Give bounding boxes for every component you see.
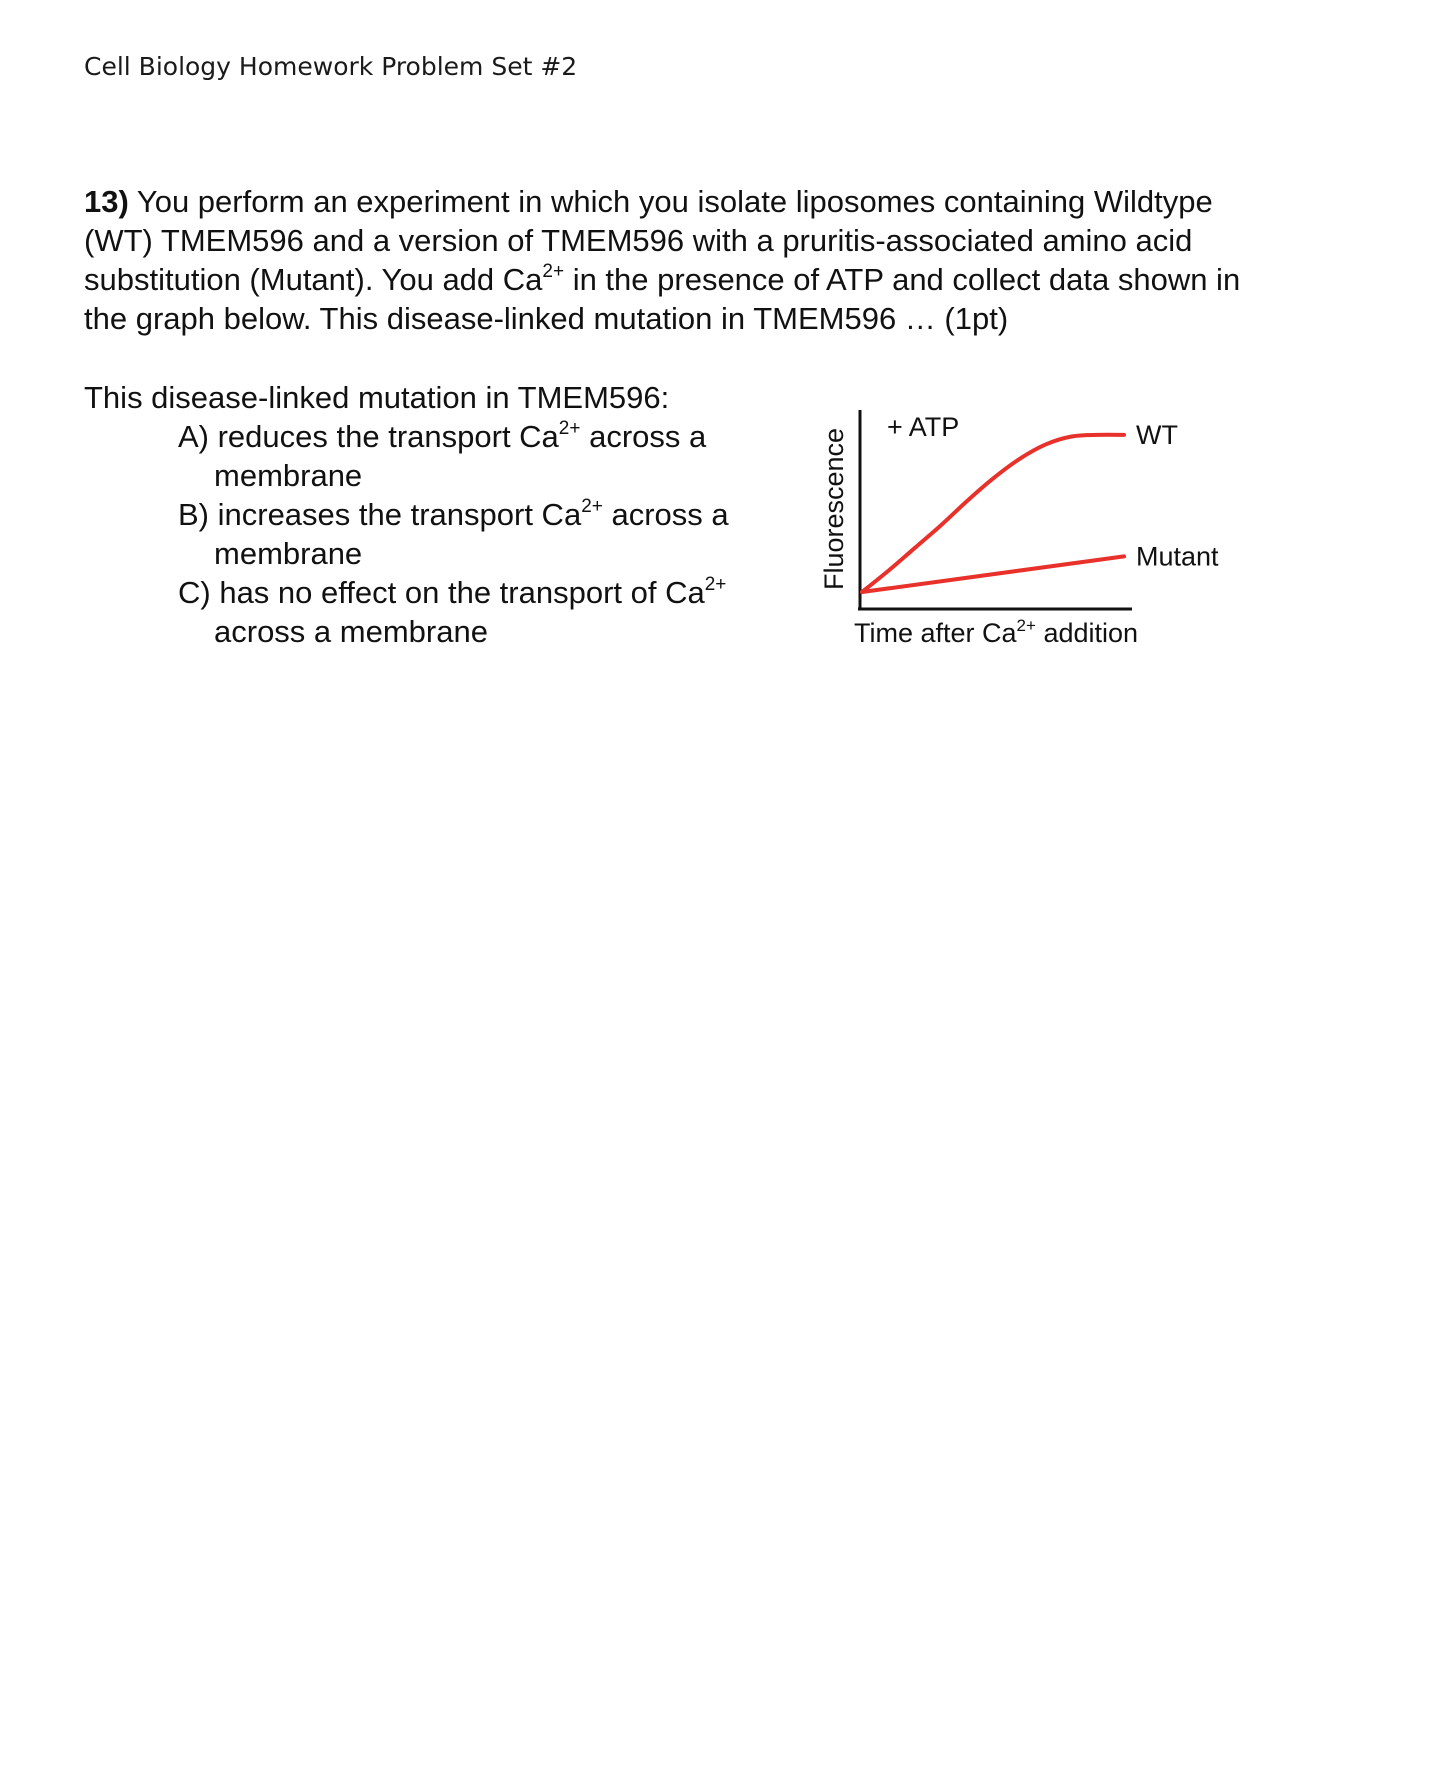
option-a-text: A) reduces the transport Ca (178, 419, 559, 454)
question-line-3-post: in the presence of ATP and collect data shown in (564, 262, 1241, 297)
question-number: 13) (84, 184, 129, 219)
series-label-mutant: Mutant (1136, 541, 1219, 572)
series-layer (862, 420, 1219, 592)
question-line-2: (WT) TMEM596 and a version of TMEM596 with a pruritis-associated amino acid (84, 223, 1193, 258)
option-c (178, 573, 729, 651)
question-line-3 (84, 260, 1374, 299)
option-c-text: C) has no effect on the transport of Ca (178, 575, 705, 610)
option-b (178, 495, 729, 573)
option-a-continuation: membrane (214, 458, 363, 493)
option-b-continuation: membrane (214, 536, 363, 571)
answer-options (84, 378, 729, 651)
question-line-3-pre: substitution (Mutant). You add Ca (84, 262, 543, 297)
options-lead: This disease-linked mutation in TMEM596: (84, 380, 670, 415)
calcium-charge-superscript: 2+ (542, 261, 565, 282)
option-c-continuation: across a membrane (214, 614, 488, 649)
question-line-1 (84, 182, 1374, 221)
option-b-text: B) increases the transport Ca (178, 497, 582, 532)
option-a (178, 417, 729, 495)
chart-svg (812, 400, 1272, 660)
y-axis-label: Fluorescence (819, 427, 849, 591)
option-a-superscript: 2+ (558, 418, 581, 439)
option-b-text-end: across a (602, 497, 729, 532)
page-header: Cell Biology Homework Problem Set #2 (84, 52, 578, 81)
x-axis-label (854, 616, 1138, 648)
condition-label: + ATP (887, 412, 960, 442)
option-b-superscript: 2+ (581, 496, 603, 517)
question-line-1-text: You perform an experiment in which you isolate liposomes containing Wildtype (136, 184, 1213, 219)
fluorescence-chart (812, 400, 1272, 665)
option-a-text-end: across a (580, 419, 707, 454)
question-text (84, 182, 1374, 338)
series-line-wt (862, 435, 1124, 592)
x-axis-label-pre: Time after Ca (854, 618, 1017, 648)
option-c-superscript: 2+ (704, 574, 727, 595)
series-label-wt: WT (1136, 419, 1178, 450)
x-axis-label-post: addition (1035, 618, 1139, 648)
question-line-4: the graph below. This disease-linked mutation in TMEM596 … (1pt) (84, 301, 1009, 336)
x-axis-label-superscript: 2+ (1016, 616, 1036, 635)
